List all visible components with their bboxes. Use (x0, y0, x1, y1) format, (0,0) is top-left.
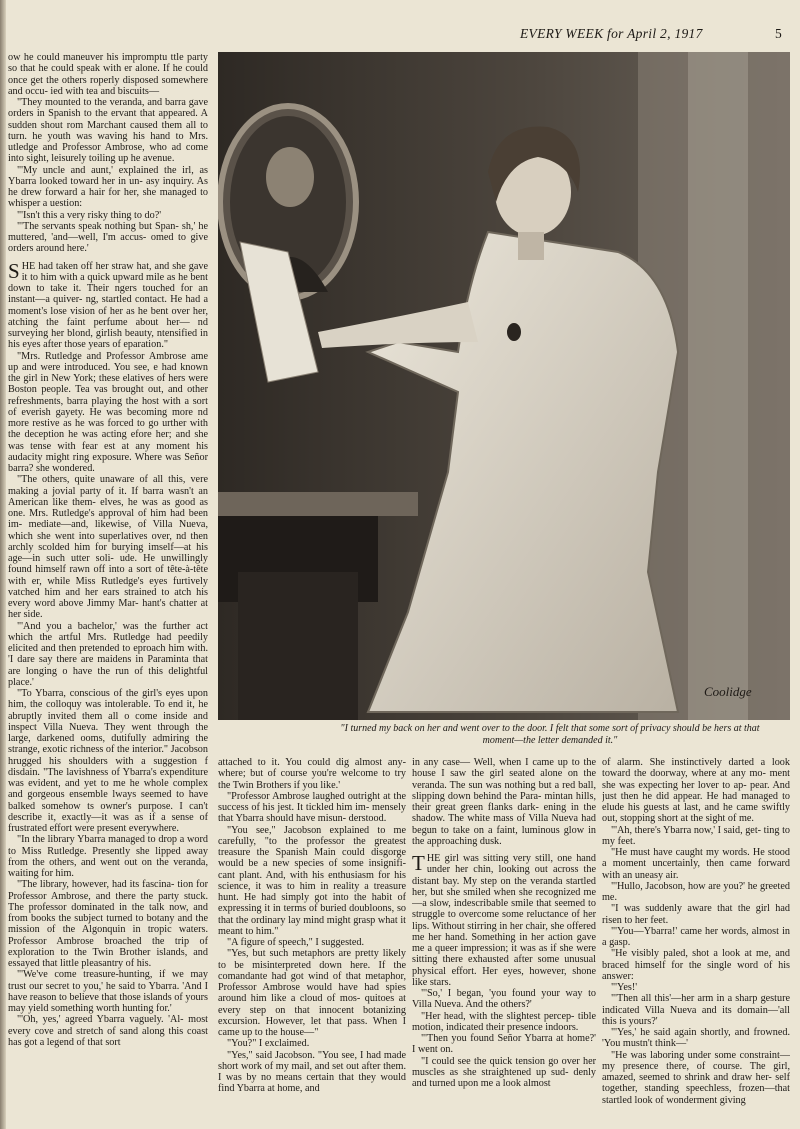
artist-signature: Coolidge (704, 684, 752, 699)
paragraph: "In the library Ybarra managed to drop a word to Miss Rutledge. Presently she lipped away from the others, and went out on the veranda, waiting for him. (8, 834, 208, 879)
paragraph: "'We've come treasure-hunting, if we may trust our secret to you,' he said to Ybarra. 'And I have reason to believe that those islands of yours may yield something worth hunting for.' (8, 969, 208, 1014)
paragraph: "The library, however, had its fascina- tion for Professor Ambrose, and there the party stuck. The professor dominated in the talk now, and from books the subject turned to botany and the mission of the Algonquin in tropic waters. Professor Ambrose broached the trip of exploration to the Twin Brother islands, and essayed that little pleasantry of his. (8, 879, 208, 969)
paragraph: "You see," Jacobson explained to me carefully, "to the professor the greatest treasure the Spanish Main could disgorge would be a new species of some insignifi- cant plant. And, with his enthusiasm for his science, it was to him in reality a treasure hunt. He had simply got into the habit of expressing it in terms of buried doubloons, so that the ordinary lay mind might grasp what it meant to him." (218, 824, 406, 937)
paragraph: "'Yes,' he said again shortly, and frowned. 'You mustn't think—' (602, 1027, 790, 1050)
paragraph: "'Then you found Señor Ybarra at home?' I went on. (412, 1033, 596, 1056)
paragraph: "I was suddenly aware that the girl had risen to her feet. (602, 903, 790, 926)
paragraph: "They mounted to the veranda, and barra gave orders in Spanish to the ervant that appeared. A sudden shout rom Marchant caused them all to turn. he youth was waving his hand to Mrs. utledge and Professor Ambrose, who ad come into sight, leisurely toiling up he avenue. (8, 97, 208, 165)
paragraph-dropcap: THE girl was sitting very still, one hand under her chin, looking out across the distant bay. My step on the veranda startled her, but she smiled when she recognized me—a slow, indescribable smile that seemed to struggle to overcome some reluctance of her lips. Without stirring in her chair, she offered me her hand. Something in her action gave me a queer impression; it was as if she were sitting there exhausted after some unusual physical effort. Her eyes, however, shone like stars. (412, 851, 596, 988)
paragraph: "Yes," said Jacobson. "You see, I had made short work of my mail, and set out after them. I was by no means certain that they would find Ybarra at home, and (218, 1049, 406, 1095)
paragraph: "To Ybarra, conscious of the girl's eyes upon him, the colloquy was intolerable. To end it, he abruptly invited them all o come inside and inspect Villa Nueva. They went through the large, darkened ooms, dutifully admiring the strange, exotic richness of the interior." Jacobson hrugged his shoulders with a suggestion f disdain. "The lavishness of Ybarra's expenditure was evident, and yet to me he whole complex and gorgeous ensemble lways seemed to have balked somehow ts owner's purpose. I can't describe it, exactly—it was as if a sense of frustrated effort were present everywhere. (8, 688, 208, 834)
paragraph: attached to it. You could dig almost any- where; but of course you're welcome to try the Twin Brothers if you like.' (218, 757, 406, 791)
illustration-caption: "I turned my back on her and went over to the door. I felt that some sort of privacy should be hers at that moment—the letter demanded it." (340, 723, 760, 746)
drop-cap: T (412, 851, 425, 875)
paragraph: "Professor Ambrose laughed outright at the success of his jest. It tickled him im- mensely that Ybarra should have misun- derstood. (218, 790, 406, 825)
paragraph: "He must have caught my words. He stood a moment uncertainly, then came forward with an uneasy air. (602, 847, 790, 881)
paragraph: of alarm. She instinctively darted a look toward the doorway, where at any mo- ment she was expecting her lover to ap- pear. And just then he did appear. He had managed to elude his guests at last, and he came swiftly out, stopping short at the sight of me. (602, 757, 790, 825)
running-header (520, 26, 782, 44)
paragraph-dropcap: SHE had taken off her straw hat, and she gave it to him with a quick upward mile as he bent down to take it. Their ngers touched for an instant—a quiver- ng, startled contact. He had a moment's lose vision of her as he bent over her, atching the faint perfume about her— nd surveying her blond, girlish beauty, ntensified in his eyes after those years of eparation." (8, 258, 208, 351)
header-title: EVERY WEEK for April 2, 1917 (520, 26, 703, 41)
paragraph: "'So,' I began, 'you found your way to Villa Nueva. And the others?' (412, 988, 596, 1011)
paragraph: "A figure of speech," I suggested. (227, 937, 365, 948)
illustration-drawing (218, 52, 790, 720)
paragraph: "Yes, but such metaphors are pretty likely to be misinterpreted down here. If the comandante had got wind of that metaphor, Professor Ambrose would have had spies around him like a cloud of mos- quitoes at every step on that innocent botanizing excursion. However, let that pass. When I came up to the house—" (218, 948, 406, 1038)
paragraph: "Her head, with the slightest percep- tible motion, indicated their presence indoors. (412, 1010, 596, 1033)
paragraph: "'The servants speak nothing but Span- sh,' he muttered, 'and—well, I'm accus- omed to give orders around here.' (8, 220, 208, 255)
text-column-3 (412, 757, 596, 1117)
paragraph: "I could see the quick tension go over her muscles as she straightened up sud- denly and turned upon me a look almost (412, 1055, 596, 1089)
paragraph: "'Oh, yes,' agreed Ybarra vaguely. 'Al- most every cove and stretch of sand along this coast has got a legend of that sort (8, 1014, 208, 1048)
paragraph: "'Hullo, Jacobson, how are you?' he greeted me. (602, 880, 790, 903)
paragraph: "Mrs. Rutledge and Professor Ambrose ame up and were introduced. You see, e had known the girl in New York; these elatives of hers were Boston people. Tea vas brought out, and other refreshments, barra playing the host with a sort of everish gayety. He was becoming more nd more restive as he was forced to go urther with the deception he was acting efore her; and she was tense with fear est at any moment his audacity might ring exposure. Where was Señor barra? she wondered. (8, 350, 208, 474)
paragraph: "'And you a bachelor,' was the further act which the artful Mrs. Rutledge had peedily elicited and then pretended to eproach him with. 'I dare say there are maidens in Paraminta that are longing o have the run of this delightful place.' (8, 620, 208, 688)
paragraph: "'My uncle and aunt,' explained the irl, as Ybarra looked toward her in un- asy inquiry. As he drew forward a hair for her, she managed to whisper a uestion: (8, 164, 208, 210)
text-column-2 (218, 757, 406, 1117)
paragraph: "He was laboring under some constraint—my presence there, of course. The girl, amazed, seemed to shrink and draw her- self together, standing speechless, frozen—that startled look of wonderment giving (602, 1049, 790, 1106)
paragraph: "'Isn't this a very risky thing to do?' (17, 209, 162, 221)
paragraph: "'Ah, there's Ybarra now,' I said, get- ting to my feet. (602, 824, 790, 847)
text-column-1 (8, 52, 208, 1117)
text-column-4 (602, 757, 790, 1117)
paragraph: "'You—Ybarra!' came her words, almost in a gasp. (602, 925, 790, 948)
page-number: 5 (774, 26, 782, 41)
story-illustration (218, 52, 790, 720)
paragraph: "He visibly paled, shot a look at me, and braced himself for the single word of his answer: (602, 948, 790, 982)
paragraph: in any case— Well, when I came up to the house I saw the girl seated alone on the veranda. The sun was nothing but a red ball, slipping down behind the Para- mintan hills, their great green flanks dark- ening in the shadow. The white mass of Villa Nueva had begun to take on a faint, luminous glow in the approaching dusk. (412, 757, 596, 847)
drop-cap: S (8, 258, 20, 283)
paragraph: "The others, quite unaware of all this, vere making a jovial party of it. If barra wasn't an American like them- elves, he was as good as one. Mrs. Rutledge's approval of him had been im- mediate—and, likewise, of Villa Nueva, which she went into superlatives over, nd then archly scolded him for burying imself—at his age—in such utter soli- ude. He unwillingly found himself rawn off into a sort of tête-à-tête with er, while Miss Rutledge's eyes furtively vatched him and her ears strained to atch his every word above Jimmy Mar- hant's chatter at her side. (8, 474, 208, 621)
page-edge (0, 0, 6, 1129)
paragraph: ow he could maneuver his impromptu ttle party so that he could speak with er alone. If he could once get the others roperly disposed somewhere and occu- ied with tea and biscuits— (8, 52, 208, 97)
paragraph: "'Yes!' (611, 982, 638, 993)
paragraph: "'Then all this'—her arm in a sharp gesture indicated Villa Nueva and its domain—'all this is yours?' (602, 993, 790, 1027)
paragraph: "You?" I exclaimed. (227, 1038, 310, 1050)
